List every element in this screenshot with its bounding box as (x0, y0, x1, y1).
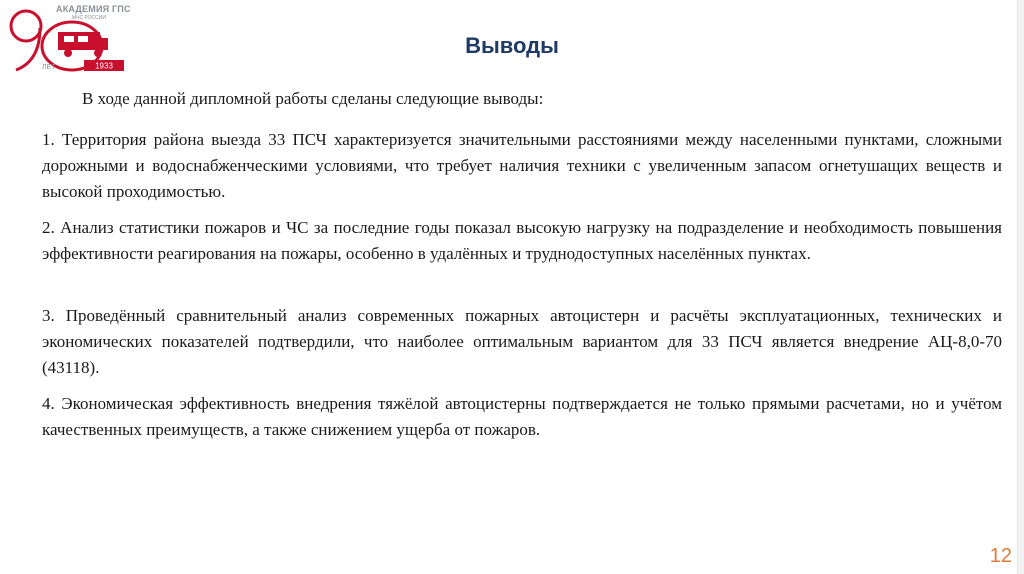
conclusion-point-2: 2. Анализ статистики пожаров и ЧС за последние годы показал высокую нагрузку на подразделение и необходимость повышения эффективности реагирования на пожары, особенно в удалённых и труднодоступных населённых пунктах. (42, 218, 1002, 263)
slide-title: Выводы (465, 33, 559, 58)
conclusion-point-1: 1. Территория района выезда 33 ПСЧ характеризуется значительными расстояниями между населенными пунктами, сложными дорожными и водоснабженческими условиями, что требует наличия техники с увеличенным запасом огнетушащих веществ и высокой проходимостью. (42, 130, 1002, 201)
page-number: 12 (989, 545, 1012, 567)
svg-text:ЛЕТ: ЛЕТ (42, 64, 56, 71)
conclusion-point-4: 4. Экономическая эффективность внедрения тяжёлой автоцистерны подтверждается не только прямыми расчетами, но и учётом качественных преимуществ, а также снижением ущерба от пожаров. (42, 394, 1002, 439)
conclusion-point-3: 3. Проведённый сравнительный анализ современных пожарных автоцистерн и расчёты эксплуатационных, технических и экономических показателей подтвердили, что наиболее оптимальным вариантом для 33 ПСЧ является внедрение АЦ-8,0-70 (43118). (42, 306, 1002, 377)
intro-text: В ходе данной дипломной работы сделаны следующие выводы: (82, 89, 544, 108)
slide-edge (1017, 0, 1024, 574)
logo-org-name: АКАДЕМИЯ ГПС (56, 4, 131, 14)
logo-org-subtitle: МЧС РОССИИ (72, 15, 106, 21)
svg-text:1933: 1933 (95, 61, 113, 71)
